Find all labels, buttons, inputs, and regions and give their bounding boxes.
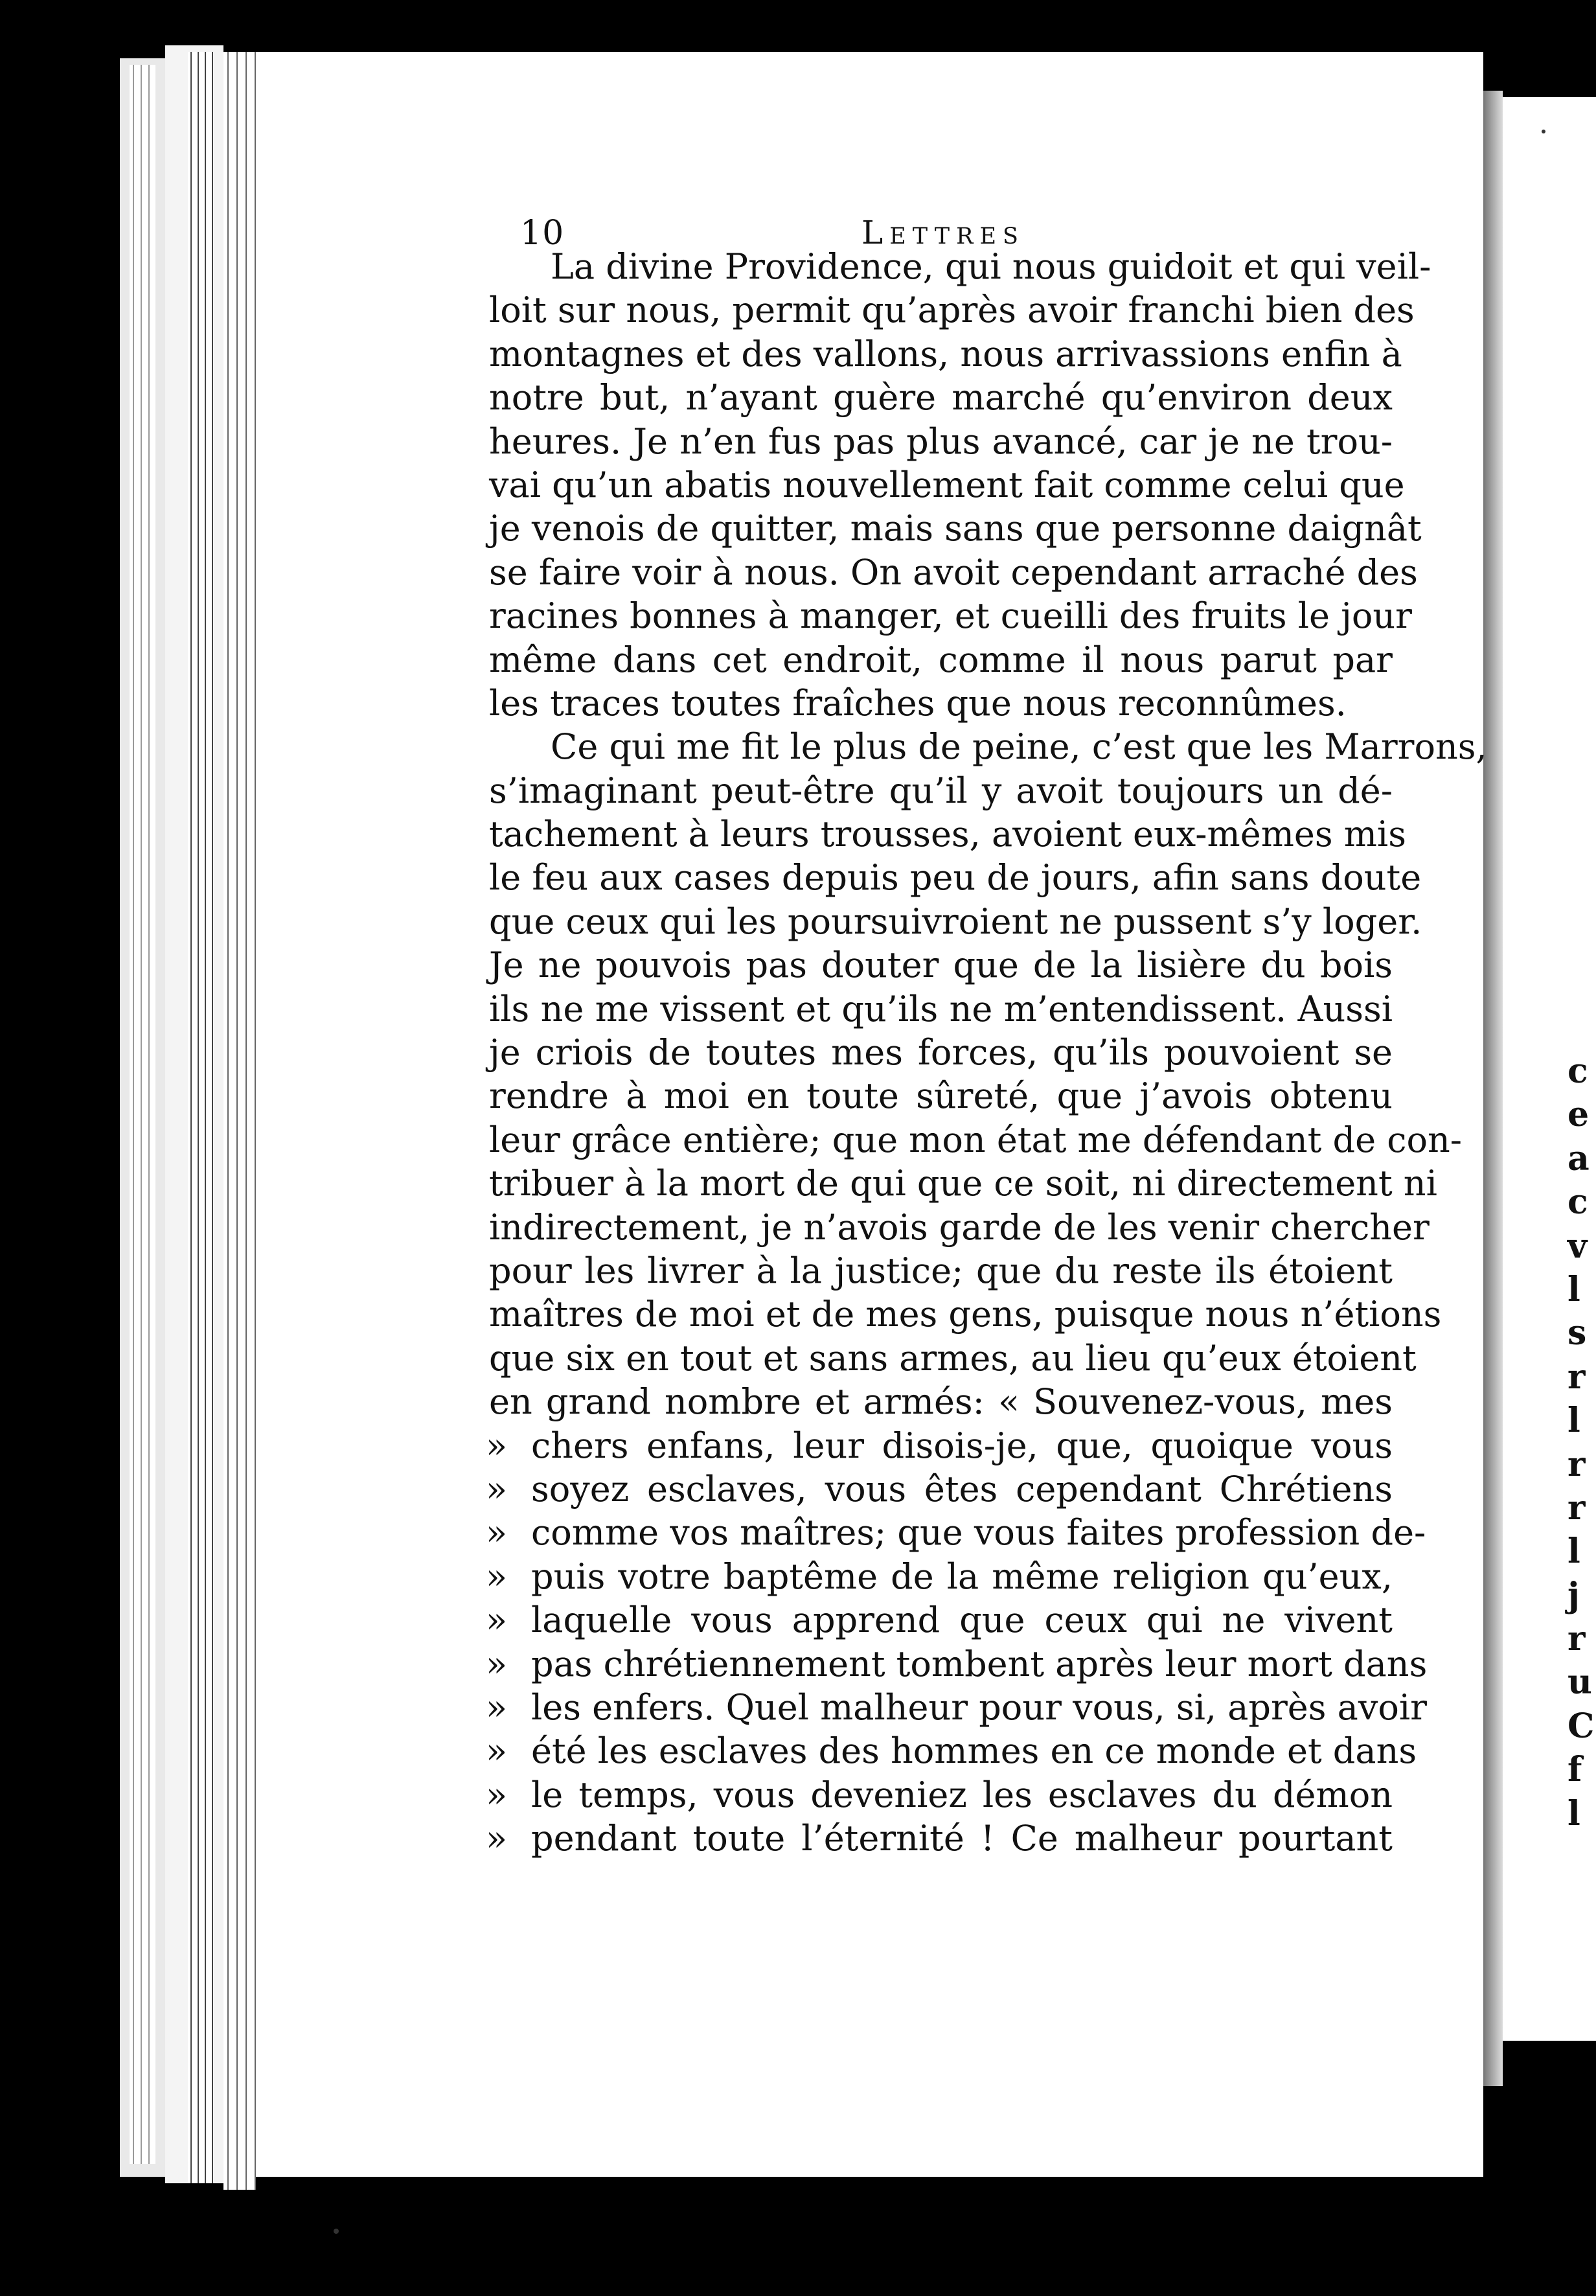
text-line (489, 1206, 1430, 1249)
line-text: laquelle vous apprend que ceux qui ne vivent (531, 1600, 1393, 1641)
facing-page-glyph: r (1568, 1357, 1586, 1397)
line-text: vai qu’un abatis nouvellement fait comme celui que (489, 464, 1405, 505)
line-text: racines bonnes à manger, et cueilli des fruits le jour (489, 595, 1412, 637)
facing-page-glyph: l (1568, 1793, 1580, 1833)
page-edge-lines (130, 65, 155, 2164)
quote-mark: » (486, 1643, 508, 1684)
line-text: pas chrétiennement tombent après leur mort dans (531, 1643, 1428, 1684)
line-text: chers enfans, leur disois-je, que, quoique vous (531, 1425, 1393, 1466)
facing-page-glyph: j (1568, 1575, 1580, 1615)
text-line (486, 1729, 1417, 1773)
page-number: 10 (520, 214, 565, 253)
text-line (489, 856, 1422, 899)
quote-mark: » (486, 1818, 508, 1859)
text-line (486, 1817, 1393, 1860)
facing-page-glyph: r (1568, 1444, 1586, 1484)
text-line (486, 1598, 1393, 1642)
facing-page-glyph: a (1568, 1138, 1590, 1178)
text-line (486, 1773, 1393, 1817)
page-edge-lines (188, 52, 214, 2183)
facing-page-glyph: u (1568, 1662, 1592, 1703)
facing-page-glyph: l (1568, 1269, 1580, 1309)
facing-page-glyph: v (1568, 1226, 1588, 1266)
facing-page-glyph: r (1568, 1619, 1586, 1659)
text-line (489, 463, 1405, 507)
quote-mark: » (486, 1425, 508, 1466)
facing-page-glyph: e (1568, 1095, 1590, 1135)
line-text: tachement à leurs trousses, avoient eux-mêmes mis (489, 814, 1406, 855)
text-line (489, 987, 1393, 1031)
line-text: rendre à moi en toute sûreté, que j’avois obtenu (489, 1075, 1393, 1117)
scan-speck (1542, 130, 1545, 133)
text-line (486, 1467, 1393, 1511)
line-text: s’imaginant peut-être qu’il y avoit toujours un dé- (489, 770, 1393, 811)
text-line (489, 420, 1393, 463)
quote-mark: » (486, 1468, 508, 1510)
running-title: Lettres (861, 214, 1025, 251)
text-line (489, 1118, 1463, 1162)
text-line (489, 638, 1393, 682)
quote-mark: » (486, 1600, 508, 1641)
facing-page-glyph: f (1568, 1750, 1582, 1790)
line-text: Je ne pouvois pas douter que de la lisière du bois (489, 945, 1393, 986)
text-line (489, 812, 1406, 856)
line-text: leur grâce entière; que mon état me défendant de con- (489, 1119, 1463, 1160)
line-text: pour les livrer à la justice; que du reste ils étoient (489, 1250, 1393, 1291)
quote-mark: » (486, 1774, 508, 1815)
text-line (486, 1511, 1426, 1554)
facing-page-glyph: r (1568, 1487, 1586, 1528)
text-line (486, 1642, 1428, 1686)
text-line (489, 943, 1393, 987)
line-text: les enfers. Quel malheur pour vous, si, après avoir (531, 1686, 1427, 1728)
line-text: puis votre baptême de la même religion qu’eux, (531, 1556, 1393, 1597)
text-line (486, 1686, 1427, 1729)
facing-page-glyph: c (1568, 1182, 1588, 1223)
line-text: loit sur nous, permit qu’après avoir franchi bien des (489, 290, 1415, 331)
text-line (489, 1162, 1437, 1205)
line-text: heures. Je n’en fus pas plus avancé, car je ne trou- (489, 420, 1393, 462)
scan-speck (334, 2229, 339, 2234)
quote-mark: » (486, 1730, 508, 1772)
text-line (489, 769, 1393, 812)
line-text: ils ne me vissent et qu’ils ne m’entendissent. Aussi (489, 988, 1393, 1029)
page-edge-lines (223, 52, 256, 2190)
line-text: montagnes et des vallons, nous arrivassions enfin à (489, 333, 1402, 374)
text-line (489, 1074, 1393, 1118)
line-text: le temps, vous deveniez les esclaves du démon (531, 1774, 1393, 1815)
line-text: La divine Providence, qui nous guidoit et qui veil- (551, 246, 1431, 287)
facing-page-text (1568, 1050, 1596, 1835)
line-text: pendant toute l’éternité ! Ce malheur pourtant (531, 1818, 1393, 1859)
line-text: je criois de toutes mes forces, qu’ils pouvoient se (489, 1032, 1393, 1073)
line-text: notre but, n’ayant guère marché qu’environ deux (489, 377, 1393, 419)
text-line (489, 1031, 1393, 1074)
text-line (489, 1380, 1393, 1423)
text-line (489, 376, 1393, 419)
text-line (489, 1249, 1393, 1292)
line-text: en grand nombre et armés: « Souvenez-vous, mes (489, 1381, 1393, 1423)
text-line (489, 594, 1412, 637)
line-text: que six en tout et sans armes, au lieu qu’eux étoient (489, 1337, 1417, 1379)
text-line (489, 288, 1415, 332)
line-text: les traces toutes fraîches que nous reconnûmes. (489, 682, 1347, 724)
text-line (489, 900, 1422, 943)
text-line (489, 725, 1487, 768)
line-text: comme vos maîtres; que vous faites profession de- (531, 1512, 1426, 1554)
text-line (489, 1337, 1417, 1380)
line-text: se faire voir à nous. On avoit cependant arraché des (489, 551, 1418, 593)
text-line (486, 1555, 1393, 1598)
body-text (486, 245, 1487, 1860)
line-text: indirectement, je n’avois garde de les venir chercher (489, 1206, 1430, 1248)
text-line (489, 1292, 1442, 1336)
quote-mark: » (486, 1556, 508, 1597)
quote-mark: » (486, 1686, 508, 1728)
line-text: soyez esclaves, vous êtes cependant Chrétiens (531, 1468, 1393, 1510)
line-text: même dans cet endroit, comme il nous parut par (489, 639, 1393, 680)
facing-page-glyph: s (1568, 1313, 1587, 1353)
text-line (489, 682, 1393, 725)
line-text: que ceux qui les poursuivroient ne pussent s’y loger. (489, 901, 1422, 942)
text-line (489, 507, 1422, 550)
text-line (489, 551, 1418, 594)
facing-page-glyph: c (1568, 1051, 1588, 1091)
line-text: tribuer à la mort de qui que ce soit, ni directement ni (489, 1163, 1437, 1204)
quote-mark: » (486, 1512, 508, 1554)
facing-page-glyph: l (1568, 1401, 1580, 1441)
line-text: été les esclaves des hommes en ce monde et dans (531, 1730, 1417, 1772)
line-text: le feu aux cases depuis peu de jours, afin sans doute (489, 857, 1422, 899)
line-text: je venois de quitter, mais sans que personne daignât (489, 508, 1422, 549)
text-line (486, 1424, 1393, 1467)
facing-page-glyph: C (1568, 1706, 1595, 1746)
line-text: maîtres de moi et de mes gens, puisque nous n’étions (489, 1294, 1442, 1335)
text-line (489, 245, 1431, 288)
facing-page-glyph: l (1568, 1532, 1580, 1572)
text-line (489, 332, 1402, 376)
line-text: Ce qui me fit le plus de peine, c’est que les Marrons, (551, 726, 1487, 768)
